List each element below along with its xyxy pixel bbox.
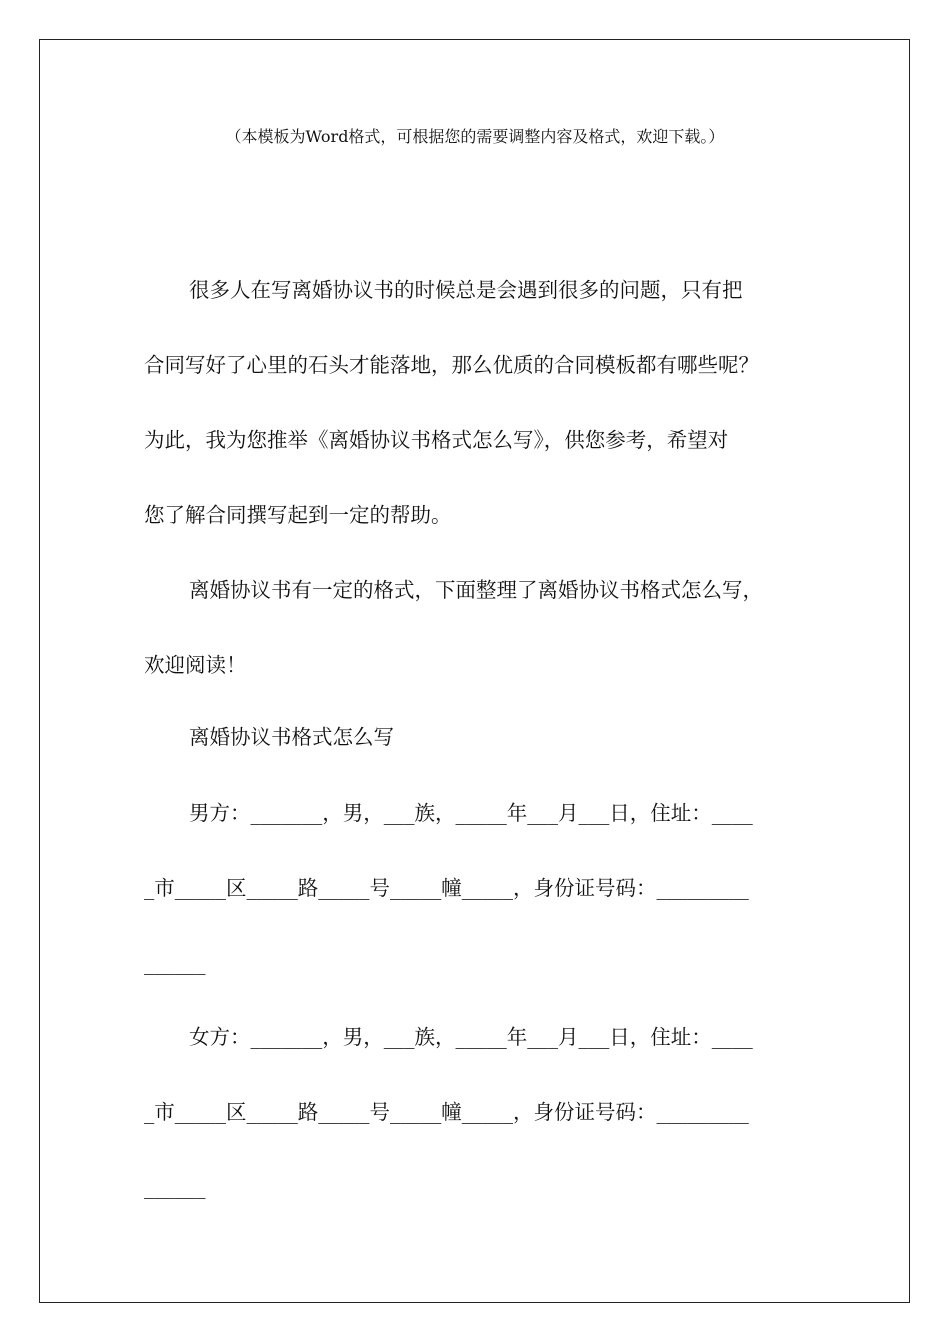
paragraph-format-line-2: 欢迎阅读！ (144, 653, 247, 677)
section-heading: 离婚协议书格式怎么写 (189, 725, 394, 749)
husband-info-line-2: _市_____区_____路_____号_____幢_____，身份证号码：_________ (144, 876, 749, 900)
paragraph-intro-line-2: 合同写好了心里的石头才能落地，那么优质的合同模板都有哪些呢？ (144, 353, 759, 377)
husband-info-line-1: 男方：_______，男，___族，_____年___月___日，住址：____ (189, 801, 753, 825)
wife-info-line-2: _市_____区_____路_____号_____幢_____，身份证号码：_________ (144, 1100, 749, 1124)
paragraph-intro-line-4: 您了解合同撰写起到一定的帮助。 (144, 503, 452, 527)
paragraph-format-line-1: 离婚协议书有一定的格式，下面整理了离婚协议书格式怎么写， (189, 578, 763, 602)
husband-info-line-3: ______ (144, 951, 206, 975)
wife-info-line-3: ______ (144, 1175, 206, 1199)
template-notice: （本模板为Word格式，可根据您的需要调整内容及格式，欢迎下载。） (225, 127, 725, 146)
paragraph-intro-line-3: 为此，我为您推举《离婚协议书格式怎么写》，供您参考，希望对 (144, 428, 729, 452)
wife-info-line-1: 女方：_______，男，___族，_____年___月___日，住址：____ (189, 1025, 753, 1049)
paragraph-intro-line-1: 很多人在写离婚协议书的时候总是会遇到很多的问题，只有把 (189, 278, 743, 302)
